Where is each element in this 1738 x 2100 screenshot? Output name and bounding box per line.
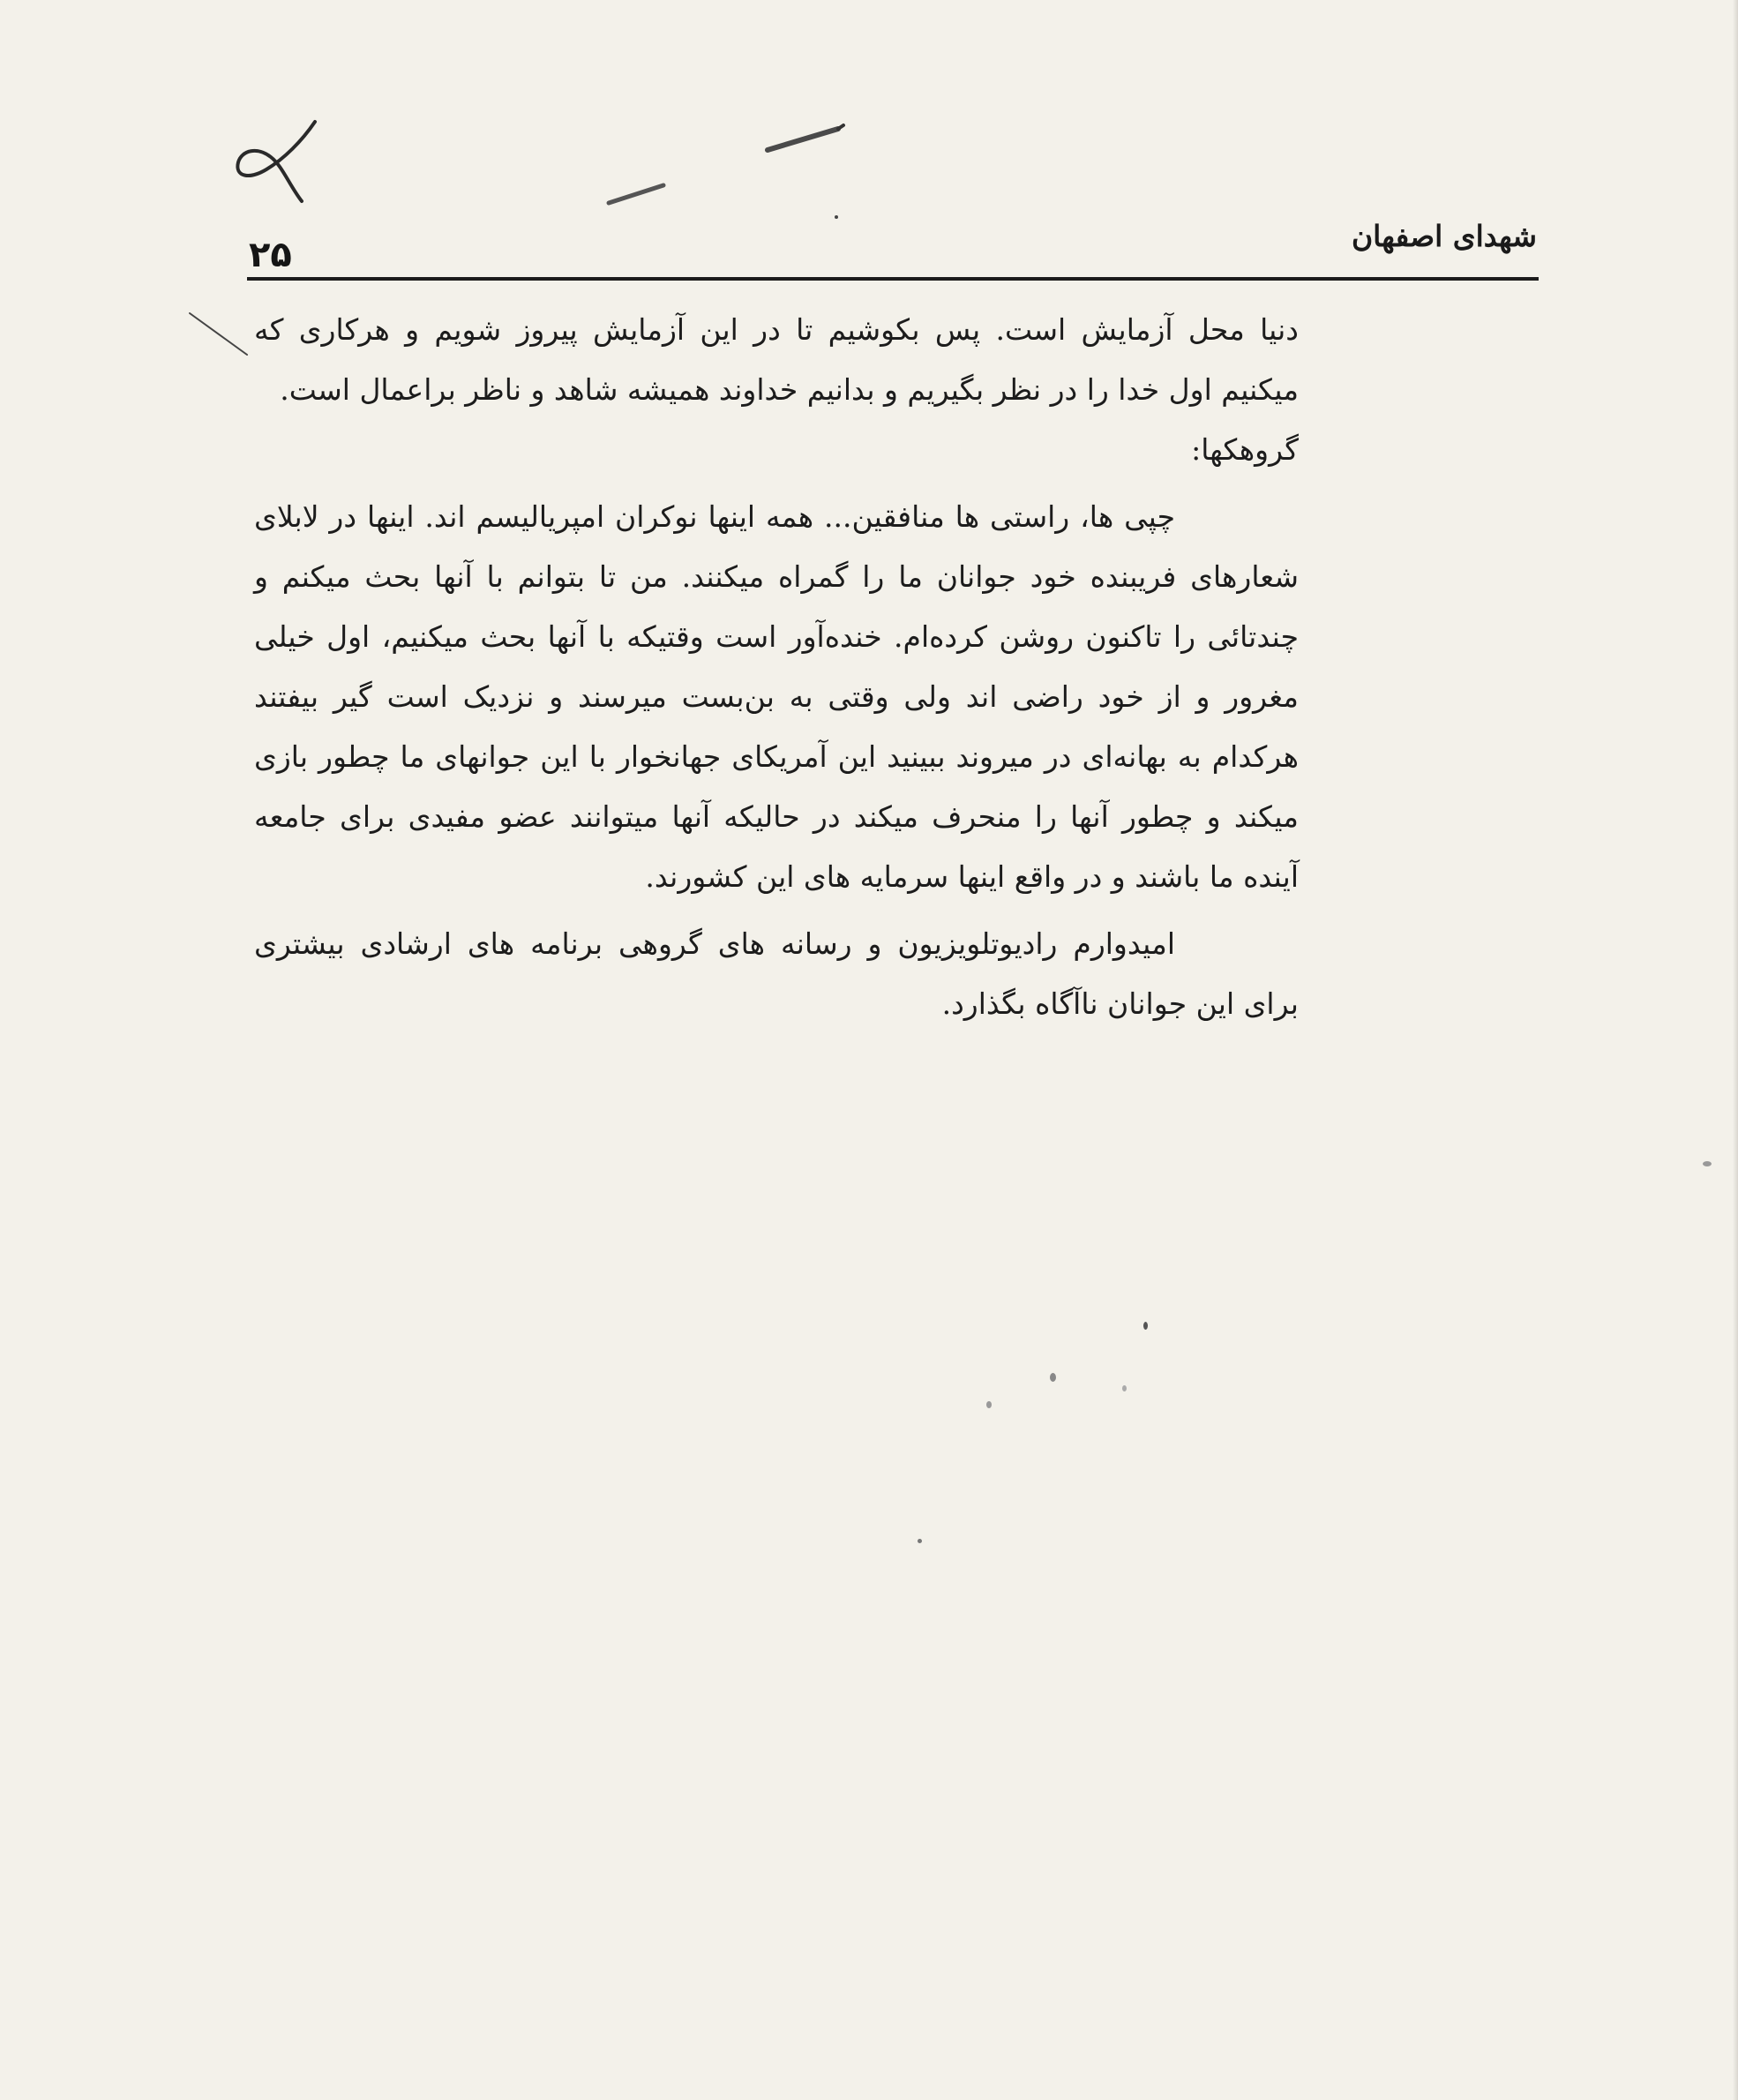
page-number: ۲۵: [249, 235, 292, 275]
handwritten-pencil-mark: [231, 115, 337, 212]
paragraph-trial: دنیا محل آزمایش است. پس بکوشیم تا در این آزمایش پیروز شویم و هرکاری که میکنیم اول خدا را در نظر بگیریم و بدانیم خداوند همیشه شاهد و ناظر براعمال است.: [254, 312, 1299, 407]
scan-speck: [986, 1401, 992, 1408]
running-title: شهدای اصفهان: [1351, 219, 1537, 253]
page-edge-shadow: [1733, 0, 1738, 2100]
body-text: [254, 300, 1299, 1034]
scan-speck: [835, 215, 838, 219]
scan-speck: [1122, 1385, 1127, 1391]
paragraph-hope: امیدوارم رادیوتلویزیون و رسانه های گروهی برنامه های ارشادی بیشتری برای این جوانان ناآگاه بگذارد.: [254, 926, 1299, 1021]
header-rule: [247, 277, 1539, 281]
margin-pencil-tick: [185, 309, 256, 362]
paragraph-groups: چپی ها، راستی ها منافقین... همه اینها نوکران امپریالیسم اند. اینها در لابلای شعارهای فریبنده خود جوانان ما را گمراه میکنند. من تا بتوانم با آنها بحث میکنم و چندتائی را تاکنون روشن کرده‌ام. خنده‌آور است وقتیکه با آنها بحث میکنیم، اول خیلی مغرور و از خود راضی اند ولی وقتی به بن‌بست میرسند و نزدیک است گیر بیفتند هرکدام به بهانه‌ای در میروند ببینید این آمریکای جهانخوار با این جوانهای ما چطور بازی میکند و چطور آنها را منحرف میکند در حالیکه آنها میتوانند عضو مفیدی برای جامعه آینده ما باشند و در واقع اینها سرمایه های این کشورند.: [254, 499, 1299, 894]
scan-speck: [918, 1539, 922, 1543]
scan-speck: [1050, 1373, 1056, 1382]
scan-speck: [1703, 1161, 1712, 1166]
section-heading: گروهکها:: [1191, 432, 1299, 467]
scan-speck: [1143, 1322, 1148, 1330]
pencil-stroke-marks: [600, 115, 856, 212]
